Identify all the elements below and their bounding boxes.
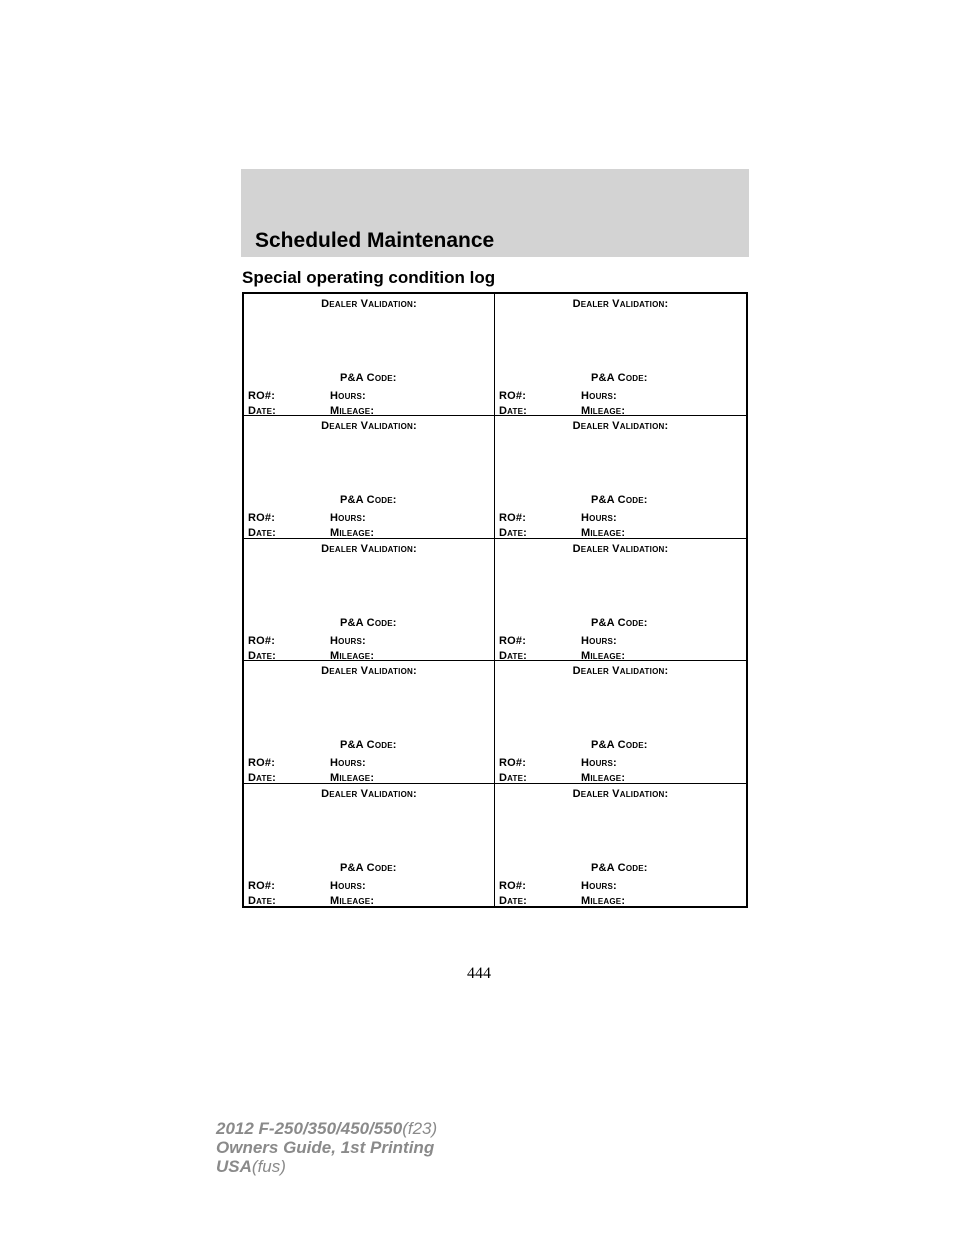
log-entry-cell [495,539,746,661]
pa-code-label: P&A Code: [591,739,648,752]
mileage-label: Mileage: [330,405,375,417]
hours-label: Hours: [330,757,366,770]
footer-model-code: (f23) [402,1119,438,1138]
date-label: Date: [248,405,277,417]
dealer-validation-label: Dealer Validation: [321,542,417,555]
log-entry-cell [495,294,746,416]
footer-market-code: (fus) [251,1157,286,1176]
mileage-label: Mileage: [581,405,626,417]
footer-line-edition: Owners Guide, 1st Printing [216,1138,435,1157]
page-number: 444 [467,965,491,982]
dealer-validation-label: Dealer Validation: [572,298,669,310]
mileage-label: Mileage: [330,649,375,662]
date-label: Date: [499,772,528,785]
ro-number-label: RO#: [499,879,527,892]
ro-number-label: RO#: [499,634,527,647]
date-label: Date: [499,649,528,662]
date-label: Date: [499,894,528,907]
log-entry-cell [244,416,495,538]
date-label: Date: [248,894,277,907]
condition-log-table [242,292,748,908]
log-entry-cell [244,294,495,416]
footer-model: 2012 F-250/350/450/550 [216,1119,403,1138]
date-label: Date: [499,527,528,540]
pa-code-label: P&A Code: [591,372,648,384]
ro-number-label: RO#: [499,512,527,525]
pa-code-label: P&A Code: [591,494,648,507]
dealer-validation-label: Dealer Validation: [572,665,669,678]
hours-label: Hours: [330,634,366,647]
footer-market: USA [216,1157,252,1176]
date-label: Date: [248,527,277,540]
hours-label: Hours: [581,879,617,892]
footer-line-model [216,1119,437,1138]
dealer-validation-label: Dealer Validation: [572,542,669,555]
log-entry-cell [244,539,495,661]
footer-line-market [216,1157,437,1176]
pa-code-label: P&A Code: [340,372,397,384]
hours-label: Hours: [581,634,617,647]
dealer-validation-label: Dealer Validation: [321,420,417,433]
hours-label: Hours: [581,512,617,525]
ro-number-label: RO#: [248,512,276,525]
pa-code-label: P&A Code: [340,861,397,874]
pa-code-label: P&A Code: [340,739,397,752]
hours-label: Hours: [581,390,617,402]
dealer-validation-label: Dealer Validation: [321,787,417,800]
ro-number-label: RO#: [499,757,527,770]
log-entry-cell [244,661,495,783]
log-entry-cell [495,661,746,783]
date-label: Date: [248,649,277,662]
ro-number-label: RO#: [248,390,276,402]
pa-code-label: P&A Code: [591,616,648,629]
date-label: Date: [248,772,277,785]
pa-code-label: P&A Code: [340,494,397,507]
mileage-label: Mileage: [330,772,375,785]
section-title: Scheduled Maintenance [255,229,495,252]
dealer-validation-label: Dealer Validation: [572,787,669,800]
mileage-label: Mileage: [330,527,375,540]
mileage-label: Mileage: [581,772,626,785]
pa-code-label: P&A Code: [340,616,397,629]
log-entry-cell [495,784,746,906]
mileage-label: Mileage: [330,894,375,907]
dealer-validation-label: Dealer Validation: [321,298,417,310]
log-entry-cell [244,784,495,906]
page-heading: Special operating condition log [242,268,496,287]
ro-number-label: RO#: [248,879,276,892]
mileage-label: Mileage: [581,649,626,662]
hours-label: Hours: [330,512,366,525]
dealer-validation-label: Dealer Validation: [572,420,669,433]
mileage-label: Mileage: [581,894,626,907]
mileage-label: Mileage: [581,527,626,540]
hours-label: Hours: [581,757,617,770]
hours-label: Hours: [330,390,366,402]
hours-label: Hours: [330,879,366,892]
ro-number-label: RO#: [248,757,276,770]
dealer-validation-label: Dealer Validation: [321,665,417,678]
document-footer [216,1119,437,1176]
ro-number-label: RO#: [248,634,276,647]
date-label: Date: [499,405,528,417]
ro-number-label: RO#: [499,390,527,402]
log-entry-cell [495,416,746,538]
pa-code-label: P&A Code: [591,861,648,874]
